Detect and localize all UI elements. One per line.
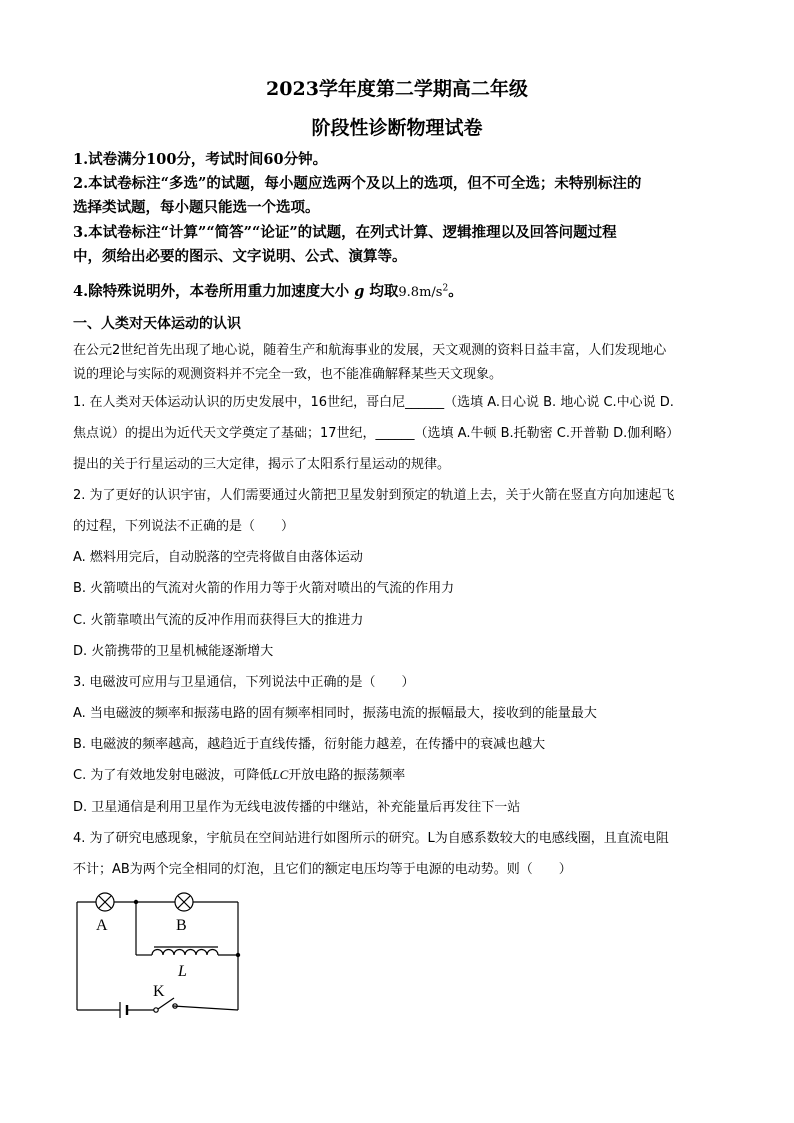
section-intro-line2: 说的理论与实际的观测资料并不完全一致，也不能准确解释某些天文现象。	[73, 367, 503, 382]
switch-k-icon	[154, 998, 177, 1012]
lamp-b-icon	[175, 893, 193, 911]
gravity-symbol: g	[354, 283, 365, 300]
q1-line1: 1. 在人类对天体运动认识的历史发展中，16世纪，哥白尼______（选填 A.日心说 B. 地心说 C.中心说 D.	[73, 395, 674, 410]
q3-option-b: B. 电磁波的频率越高，越趋近于直线传播，衍射能力越差，在传播中的衰减也越大	[73, 737, 546, 752]
lc-symbol: LC	[272, 767, 289, 782]
section-intro-line1: 在公元2世纪首先出现了地心说，随着生产和航海事业的发展，天文观测的资料日益丰富，人们发现地心	[73, 343, 667, 358]
q2-option-d: D. 火箭携带的卫星机械能逐渐增大	[73, 644, 274, 659]
instruction-4-suffix: 。	[448, 283, 463, 300]
instruction-4-mid: 均取	[369, 283, 399, 300]
junction-dot	[236, 953, 240, 957]
label-l: L	[178, 963, 187, 980]
gravity-value: $9.8m/s^2$	[398, 283, 449, 300]
label-a: A	[96, 917, 108, 934]
q2-stem-line2: 的过程，下列说法不正确的是（ ）	[73, 519, 295, 534]
inductor-icon	[152, 947, 218, 955]
junction-dot	[134, 900, 138, 904]
q1-line3: 提出的关于行星运动的三大定律，揭示了太阳系行星运动的规律。	[73, 457, 451, 472]
exam-title-line2: 阶段性诊断物理试卷	[311, 117, 483, 139]
q4-stem-line2: 不计；AB为两个完全相同的灯泡，且它们的额定电压均等于电源的电动势。则（ ）	[73, 862, 572, 877]
q2-stem-line1: 2. 为了更好的认识宇宙，人们需要通过火箭把卫星发射到预定的轨道上去，关于火箭在竖直方向加速起飞	[73, 488, 675, 503]
q3-option-d: D. 卫星通信是利用卫星作为无线电波传播的中继站，补充能量后再发往下一站	[73, 800, 521, 815]
q3-stem: 3. 电磁波可应用与卫星通信，下列说法中正确的是（ ）	[73, 675, 415, 690]
section-heading: 一、人类对天体运动的认识	[73, 316, 241, 332]
battery-icon	[120, 1002, 127, 1018]
instruction-3-line2: 中，须给出必要的图示、文字说明、公式、演算等。	[73, 248, 407, 265]
q3-option-a: A. 当电磁波的频率和振荡电路的固有频率相同时，振荡电流的振幅最大，接收到的能量最大	[73, 706, 597, 721]
instruction-2-line1: 2.本试卷标注“多选”的试题，每小题应选两个及以上的选项，但不可全选；未特别标注的	[73, 175, 642, 192]
q2-option-c: C. 火箭靠喷出气流的反冲作用而获得巨大的推进力	[73, 613, 364, 628]
instruction-4-prefix: 4.除特殊说明外，本卷所用重力加速度大小	[73, 283, 350, 300]
lamp-a-icon	[96, 893, 114, 911]
label-b: B	[176, 917, 187, 934]
label-k: K	[153, 983, 165, 1000]
q1-line2: 焦点说）的提出为近代天文学奠定了基础；17世纪，______（选填 A.牛顿 B.托勒密 C.开普勒 D.伽利略）	[73, 426, 680, 441]
q2-option-a: A. 燃料用完后，自动脱落的空壳将做自由落体运动	[73, 550, 363, 565]
q2-option-b: B. 火箭喷出的气流对火箭的作用力等于火箭对喷出的气流的作用力	[73, 581, 455, 596]
instruction-1: 1.试卷满分100分，考试时间60分钟。	[73, 151, 328, 168]
q3-option-c: C. 为了有效地发射电磁波，可降低LC开放电路的振荡频率	[73, 767, 406, 783]
circuit-diagram	[70, 885, 250, 1020]
instruction-2-line2: 选择类试题，每小题只能选一个选项。	[73, 199, 320, 216]
instruction-3-line1: 3.本试卷标注“计算”“简答”“论证”的试题，在列式计算、逻辑推理以及回答问题过程	[73, 224, 617, 241]
exam-title-line1: 2023学年度第二学期高二年级	[266, 78, 528, 100]
q4-stem-line1: 4. 为了研究电感现象，宇航员在空间站进行如图所示的研究。L为自感系数较大的电感线圈，且直流电阻	[73, 831, 669, 846]
instruction-4	[73, 280, 463, 301]
